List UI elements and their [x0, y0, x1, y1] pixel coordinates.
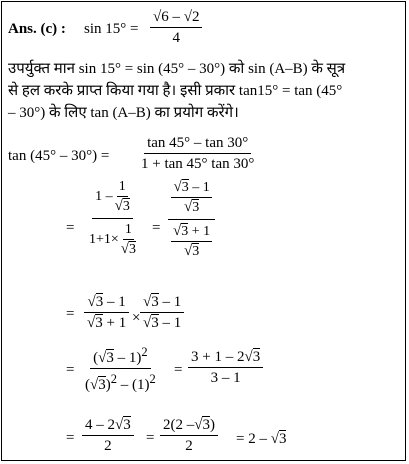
eq4-numerator: (√3 – 1)$^2$	[90, 343, 150, 369]
eq3-a-denominator: √3 + 1	[87, 315, 127, 331]
eq4-mid-equals: =	[174, 362, 183, 378]
explanation-line-1: उपर्युक्त मान sin 15° = sin (45° – 30°) को sin (A–B) के सूत्र	[8, 61, 346, 77]
eq2-right-denominator: $\frac{√3 + 1}{√3}$	[173, 223, 211, 259]
eq1-numerator: tan 45° – tan 30°	[144, 134, 251, 154]
eq2-one-plus: 1+1×	[89, 232, 119, 247]
eq2-left-fraction	[86, 178, 139, 259]
answer-denominator: 4	[172, 30, 180, 46]
eq5-a-denominator: 2	[104, 438, 112, 454]
eq2-inner-fraction-2	[121, 221, 136, 259]
eq2-inner-den-2: √3	[120, 241, 137, 257]
eq3-b-denominator: √3 – 1	[143, 315, 182, 331]
eq2-inner-num-2: 1	[123, 221, 134, 240]
eq4-b-denominator: 3 – 1	[210, 370, 241, 386]
eq5-a-numerator: 4 – 2√3	[82, 416, 134, 436]
eq1-lhs: tan (45° – 30°) =	[8, 148, 110, 164]
eq2-one-minus: 1 –	[95, 189, 113, 204]
eq3-times: ×	[132, 310, 141, 326]
eq3-a-numerator: √3 – 1	[84, 293, 128, 313]
eq5-b-numerator: 2(2 –√3)	[160, 416, 218, 436]
eq4-denominator: $(√3)^2 - (1)^2$	[85, 372, 156, 393]
answer-fraction	[150, 8, 202, 47]
solution-box	[1, 1, 406, 461]
eq3-equals: =	[66, 306, 75, 322]
eq5-equals: =	[66, 430, 75, 446]
answer-label: Ans. (c) :	[8, 21, 66, 37]
eq2-inner-fraction	[115, 178, 130, 216]
eq5-fraction-a	[82, 416, 134, 455]
eq3-fraction-a	[84, 293, 129, 332]
eq1-denominator: 1 + tan 45° tan 30°	[141, 156, 255, 172]
explanation-line-3: – 30°) के लिए tan (A–B) का प्रयोग करेंगे।	[8, 105, 239, 121]
eq5-fraction-b	[160, 416, 218, 455]
eq5-tail: = 2 – √3	[236, 431, 287, 447]
answer-sin15: sin 15° =	[84, 21, 139, 37]
eq4-equals: =	[66, 362, 75, 378]
eq3-b-numerator: √3 – 1	[140, 293, 184, 313]
explanation-line-2: से हल करके प्राप्त किया गया है। इसी प्रकार tan15° = tan (45°	[8, 83, 343, 99]
eq2-right-fraction	[168, 178, 215, 261]
eq5-b-denominator: 2	[185, 438, 193, 454]
eq1-fraction	[138, 134, 257, 173]
eq4-fraction-b	[188, 348, 263, 387]
eq2-inner-den: √3	[114, 198, 130, 214]
eq2-left-numerator	[92, 178, 133, 219]
eq4-fraction-a	[82, 343, 159, 394]
eq2-equals: =	[66, 220, 75, 236]
eq2-inner-num: 1	[117, 178, 128, 197]
eq2-right-numerator: $\frac{√3 - 1}{√3}$	[168, 178, 214, 220]
eq3-fraction-b	[140, 293, 184, 332]
eq2-mid-equals: =	[152, 220, 161, 236]
answer-numerator: √6 – √2	[150, 8, 202, 28]
eq2-left-denominator	[86, 219, 139, 259]
eq4-b-numerator: 3 + 1 – 2√3	[188, 348, 263, 368]
eq5-mid-equals: =	[146, 430, 155, 446]
